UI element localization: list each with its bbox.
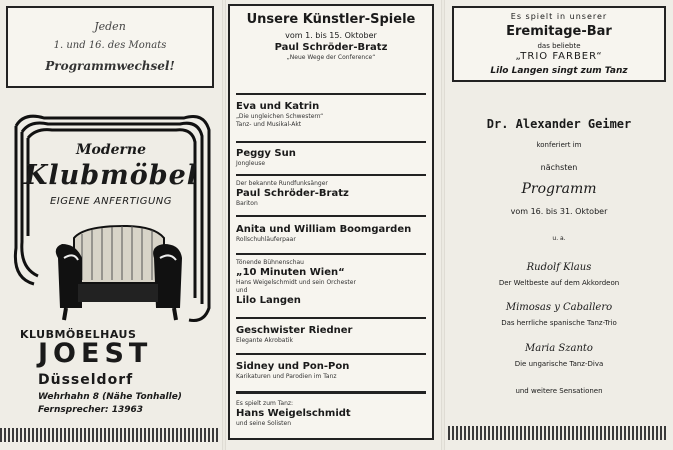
notice-line-3: Programmwechsel! [45, 59, 175, 73]
act-9 [236, 391, 426, 438]
act-pre: Tönende Bühnenschau [236, 259, 304, 266]
act-3 [236, 141, 426, 174]
eremitage-bar-box [452, 6, 666, 82]
act-name: Hans Weigelschmidt [236, 408, 351, 419]
address: Wehrhahn 8 (Nähe Tonhalle) [38, 392, 182, 402]
act-8 [236, 353, 426, 391]
performer-name: Maria Szanto [525, 343, 593, 354]
right-panel [448, 0, 670, 450]
brand-joest: JOEST [38, 338, 153, 369]
act-name: Geschwister Riedner [236, 325, 353, 336]
fold-1 [222, 0, 226, 450]
act-6 [236, 253, 426, 317]
bar-line-3: das beliebte [537, 42, 581, 50]
act-5 [236, 215, 426, 253]
performer-name: Rudolf Klaus [526, 262, 592, 273]
programm-title: Programm [521, 181, 597, 197]
host-conf: konferiert im [536, 141, 582, 149]
program-dates: vom 1. bis 15. Oktober [285, 31, 377, 40]
program-title: Unsere Künstler-Spiele [246, 12, 416, 27]
bar-name: Eremitage-Bar [506, 24, 612, 39]
left-hatch-strip [0, 428, 220, 442]
act-name: Eva und Katrin [236, 101, 320, 112]
act-4 [236, 174, 426, 215]
act-desc: Rollschuhläuferpaar [236, 236, 296, 243]
host-next: nächsten [540, 163, 578, 172]
act-2 [236, 93, 426, 141]
act-7 [236, 317, 426, 353]
ad-eigene-anfertigung: EIGENE ANFERTIGUNG [49, 196, 172, 207]
act-desc: Karikaturen und Parodien im Tanz [236, 373, 337, 380]
performer-desc: Die ungarische Tanz-Diva [514, 360, 604, 368]
ad-klubmobel: Klubmöbel [23, 160, 199, 191]
act-desc: Hans Weigelschmidt und sein Orchester [236, 279, 356, 286]
programm-range: vom 16. bis 31. Oktober [510, 207, 608, 216]
act-name: „10 Minuten Wien“ [236, 267, 345, 278]
performer-name: Mimosas y Caballero [505, 302, 613, 313]
left-panel [0, 0, 222, 450]
act-name: Paul Schröder-Bratz [274, 42, 388, 53]
ua-label: u. a. [552, 235, 566, 242]
act-desc: Tanz- und Musikal-Akt [236, 121, 302, 128]
bar-line-5: Lilo Langen singt zum Tanz [490, 66, 628, 76]
closing-line: und weitere Sensationen [515, 387, 603, 395]
right-hatch-strip [448, 426, 666, 440]
ad-moderne: Moderne [76, 142, 146, 158]
bar-trio: „TRIO FARBER“ [515, 51, 603, 62]
act-pre: Es spielt zum Tanz: [236, 400, 294, 407]
act-name: Peggy Sun [236, 148, 296, 159]
act-desc: Jongleuse [236, 160, 266, 167]
act-desc: Elegante Akrobatik [236, 337, 293, 344]
city: Düsseldorf [38, 372, 134, 388]
fold-2 [441, 0, 445, 450]
act-desc: und seine Solisten [236, 420, 291, 427]
performer-desc: Das herrliche spanische Tanz-Trio [501, 319, 617, 327]
act-1 [230, 42, 432, 62]
act-pre: Der bekannte Rundfunksänger [236, 180, 328, 187]
act-desc: „Die ungleichen Schwestern“ [236, 113, 324, 120]
act-desc: „Neue Wege der Conference“ [286, 54, 376, 61]
act-name: Anita und William Boomgarden [236, 224, 412, 235]
act-desc: Bariton [236, 200, 258, 207]
middle-panel [228, 0, 436, 450]
act-name: Lilo Langen [236, 295, 301, 306]
host-name: Dr. Alexander Geimer [486, 117, 632, 131]
act-desc: und [236, 287, 248, 294]
program-box [228, 4, 434, 440]
notice-line-1: Jeden [94, 20, 126, 33]
program-change-notice [6, 6, 214, 88]
bar-line-1: Es spielt in unserer [510, 12, 608, 21]
notice-line-2: 1. und 16. des Monats [53, 40, 167, 51]
act-name: Paul Schröder-Bratz [236, 188, 349, 199]
house-label: KLUBMÖBELHAUS [20, 328, 137, 341]
performer-desc: Der Weltbeste auf dem Akkordeon [498, 279, 620, 287]
act-name: Sidney und Pon-Pon [236, 361, 350, 372]
phone: Fernsprecher: 13963 [38, 405, 144, 415]
